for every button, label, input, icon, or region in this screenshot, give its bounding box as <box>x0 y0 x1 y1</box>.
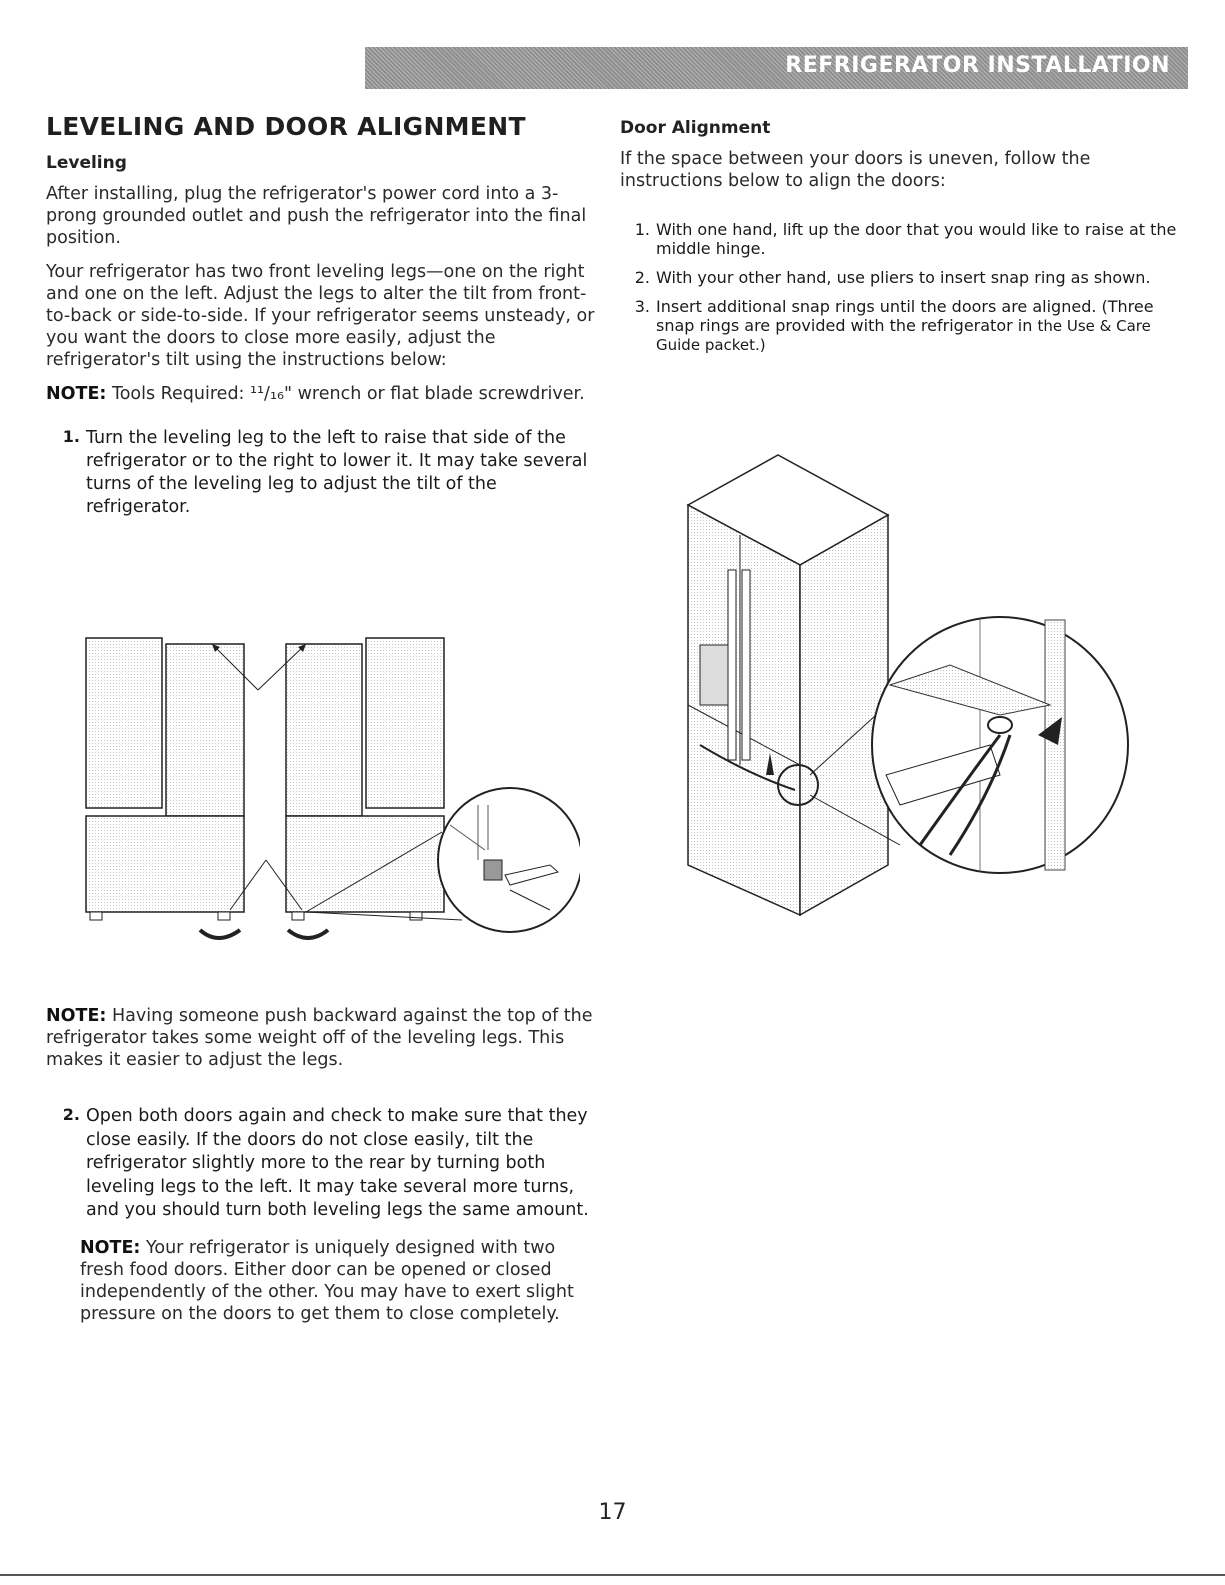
bottom-rule <box>0 1574 1225 1576</box>
section-title: REFRIGERATOR INSTALLATION <box>785 53 1170 78</box>
step-text: Open both doors again and check to make sure that they close easily. If the doors do not close easily, tilt the refrigerator slightly more to the rear by turning both leveling legs to the left. It may take several more turns, and you should turn both leveling legs the same amount. <box>86 1106 589 1220</box>
step-text: Insert additional snap rings until the doors are aligned. (Three snap rings are provided with the refrigerator in <box>656 297 1154 335</box>
note-label: NOTE: <box>46 384 107 404</box>
step-number: 3. <box>634 297 650 316</box>
right-column <box>620 118 1180 364</box>
step-text: With your other hand, use pliers to insert snap ring as shown. <box>656 268 1151 287</box>
step-number: 1. <box>62 427 80 446</box>
intro-paragraph: After installing, plug the refrigerator's power cord into a 3-prong grounded outlet and push the refrigerator into the final position. <box>46 184 587 248</box>
door-alignment-illustration <box>670 445 1170 925</box>
alignment-step-1 <box>620 220 1180 258</box>
step-number: 2. <box>62 1105 80 1124</box>
leveling-illustration <box>80 620 580 960</box>
step-text-small: the Use & Care Guide packet.) <box>656 317 1151 354</box>
step-number: 2. <box>634 268 650 287</box>
alignment-step-3 <box>620 297 1180 354</box>
step-2 <box>46 1105 598 1223</box>
note-label: NOTE: <box>80 1237 141 1258</box>
leveling-heading: Leveling <box>46 153 127 173</box>
note-text: Having someone push backward against the top of the refrigerator takes some weight off of the leveling legs. This makes it easier to adjust the legs. <box>46 1006 593 1070</box>
doors-note <box>80 1237 598 1325</box>
step-number: 1. <box>634 220 650 239</box>
page-number: 17 <box>598 1500 627 1525</box>
left-column <box>46 112 598 531</box>
step-text: Turn the leveling leg to the left to raise that side of the refrigerator or to the right to lower it. It may take several turns of the leveling leg to adjust the tilt of the refrigerator. <box>86 428 588 517</box>
door-alignment-heading: Door Alignment <box>620 118 771 138</box>
left-column-lower <box>46 1005 598 1337</box>
step-1 <box>46 427 598 519</box>
section-header-band <box>365 47 1188 89</box>
step-text: With one hand, lift up the door that you would like to raise at the middle hinge. <box>656 220 1177 258</box>
alignment-intro: If the space between your doors is uneven, follow the instructions below to align the doors: <box>620 149 1091 191</box>
tools-note <box>46 383 598 405</box>
step-text-wrapper <box>656 297 1180 354</box>
note-text: Your refrigerator is uniquely designed with two fresh food doors. Either door can be opened or closed independently of the other. You may have to exert slight pressure on the doors to get them to close completely. <box>80 1237 574 1324</box>
note-text: Tools Required: ¹¹/₁₆" wrench or flat blade screwdriver. <box>112 384 585 404</box>
push-note <box>46 1005 598 1071</box>
page-title: LEVELING AND DOOR ALIGNMENT <box>46 112 526 141</box>
legs-paragraph: Your refrigerator has two front leveling legs—one on the right and one on the left. Adjust the legs to alter the tilt from front-to-back or side-to-side. If your refrigerator seems unsteady, or you want the doors to close more easily, adjust the refrigerator's tilt using the instructions below: <box>46 262 595 370</box>
alignment-step-2 <box>620 268 1180 287</box>
note-label: NOTE: <box>46 1006 107 1026</box>
